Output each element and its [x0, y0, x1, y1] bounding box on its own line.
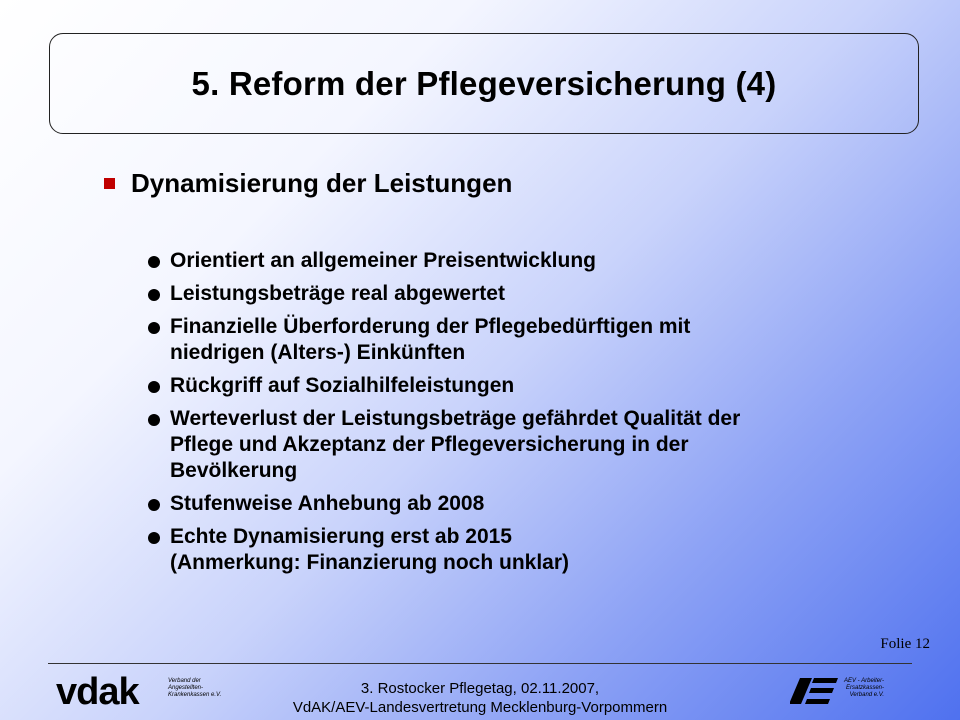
subpoint-item: [148, 406, 928, 484]
aev-logo-icon: [790, 675, 840, 707]
subpoint-item: [148, 373, 928, 399]
round-bullet-icon: [148, 414, 160, 426]
vdak-logo: vdak: [56, 671, 139, 713]
round-bullet-icon: [148, 256, 160, 268]
subpoint-line: niedrigen (Alters-) Einkünften: [170, 341, 466, 364]
aev-logo-subtext: AEV - Arbeiter- Ersatzkassen- Verband e.V.: [844, 678, 885, 698]
footer-line-1: 3. Rostocker Pflegetag, 02.11.2007,: [360, 680, 600, 697]
round-bullet-icon: [148, 322, 160, 334]
subpoint-item: [148, 524, 928, 576]
round-bullet-icon: [148, 381, 160, 393]
subpoint-line: Echte Dynamisierung erst ab 2015: [170, 525, 512, 548]
subpoint-item: [148, 491, 928, 517]
subpoint-line: Rückgriff auf Sozialhilfeleistungen: [170, 374, 515, 397]
square-bullet-icon: [104, 178, 115, 189]
subpoint-item: [148, 281, 928, 307]
subpoint-item: [148, 248, 928, 274]
main-point-label: Dynamisierung der Leistungen: [131, 168, 513, 198]
subpoint-line: (Anmerkung: Finanzierung noch unklar): [170, 551, 570, 574]
subpoint-text: [170, 491, 484, 517]
subpoint-line: Bevölkerung: [170, 459, 298, 482]
round-bullet-icon: [148, 499, 160, 511]
vdak-logo-subtext: Verband der Angestellten- Krankenkassen e.V.: [168, 678, 222, 698]
round-bullet-icon: [148, 532, 160, 544]
subpoint-line: Leistungsbeträge real abgewertet: [170, 282, 505, 305]
slide-title: 5. Reform der Pflegeversicherung (4): [191, 64, 777, 102]
subpoint-line: Orientiert an allgemeiner Preisentwicklung: [170, 249, 596, 272]
subpoint-text: [170, 314, 690, 366]
subpoint-text: [170, 524, 569, 576]
footer-line-2: VdAK/AEV-Landesvertretung Mecklenburg-Vorpommern: [292, 699, 668, 716]
title-box: [49, 33, 919, 134]
subpoint-list: [148, 248, 928, 583]
round-bullet-icon: [148, 289, 160, 301]
subpoint-line: Werteverlust der Leistungsbeträge gefährdet Qualität der: [170, 407, 741, 430]
subpoint-text: [170, 406, 740, 484]
subpoint-text: [170, 248, 596, 274]
main-point: [104, 168, 512, 199]
subpoint-line: Stufenweise Anhebung ab 2008: [170, 492, 485, 515]
footer-divider: [48, 663, 912, 664]
subpoint-text: [170, 373, 514, 399]
subpoint-line: Pflege und Akzeptanz der Pflegeversicherung in der: [170, 433, 689, 456]
subpoint-text: [170, 281, 505, 307]
subpoint-item: [148, 314, 928, 366]
footer-text: [230, 679, 730, 717]
slide-number: Folie 12: [880, 636, 930, 652]
subpoint-line: Finanzielle Überforderung der Pflegebedürftigen mit: [170, 315, 691, 338]
